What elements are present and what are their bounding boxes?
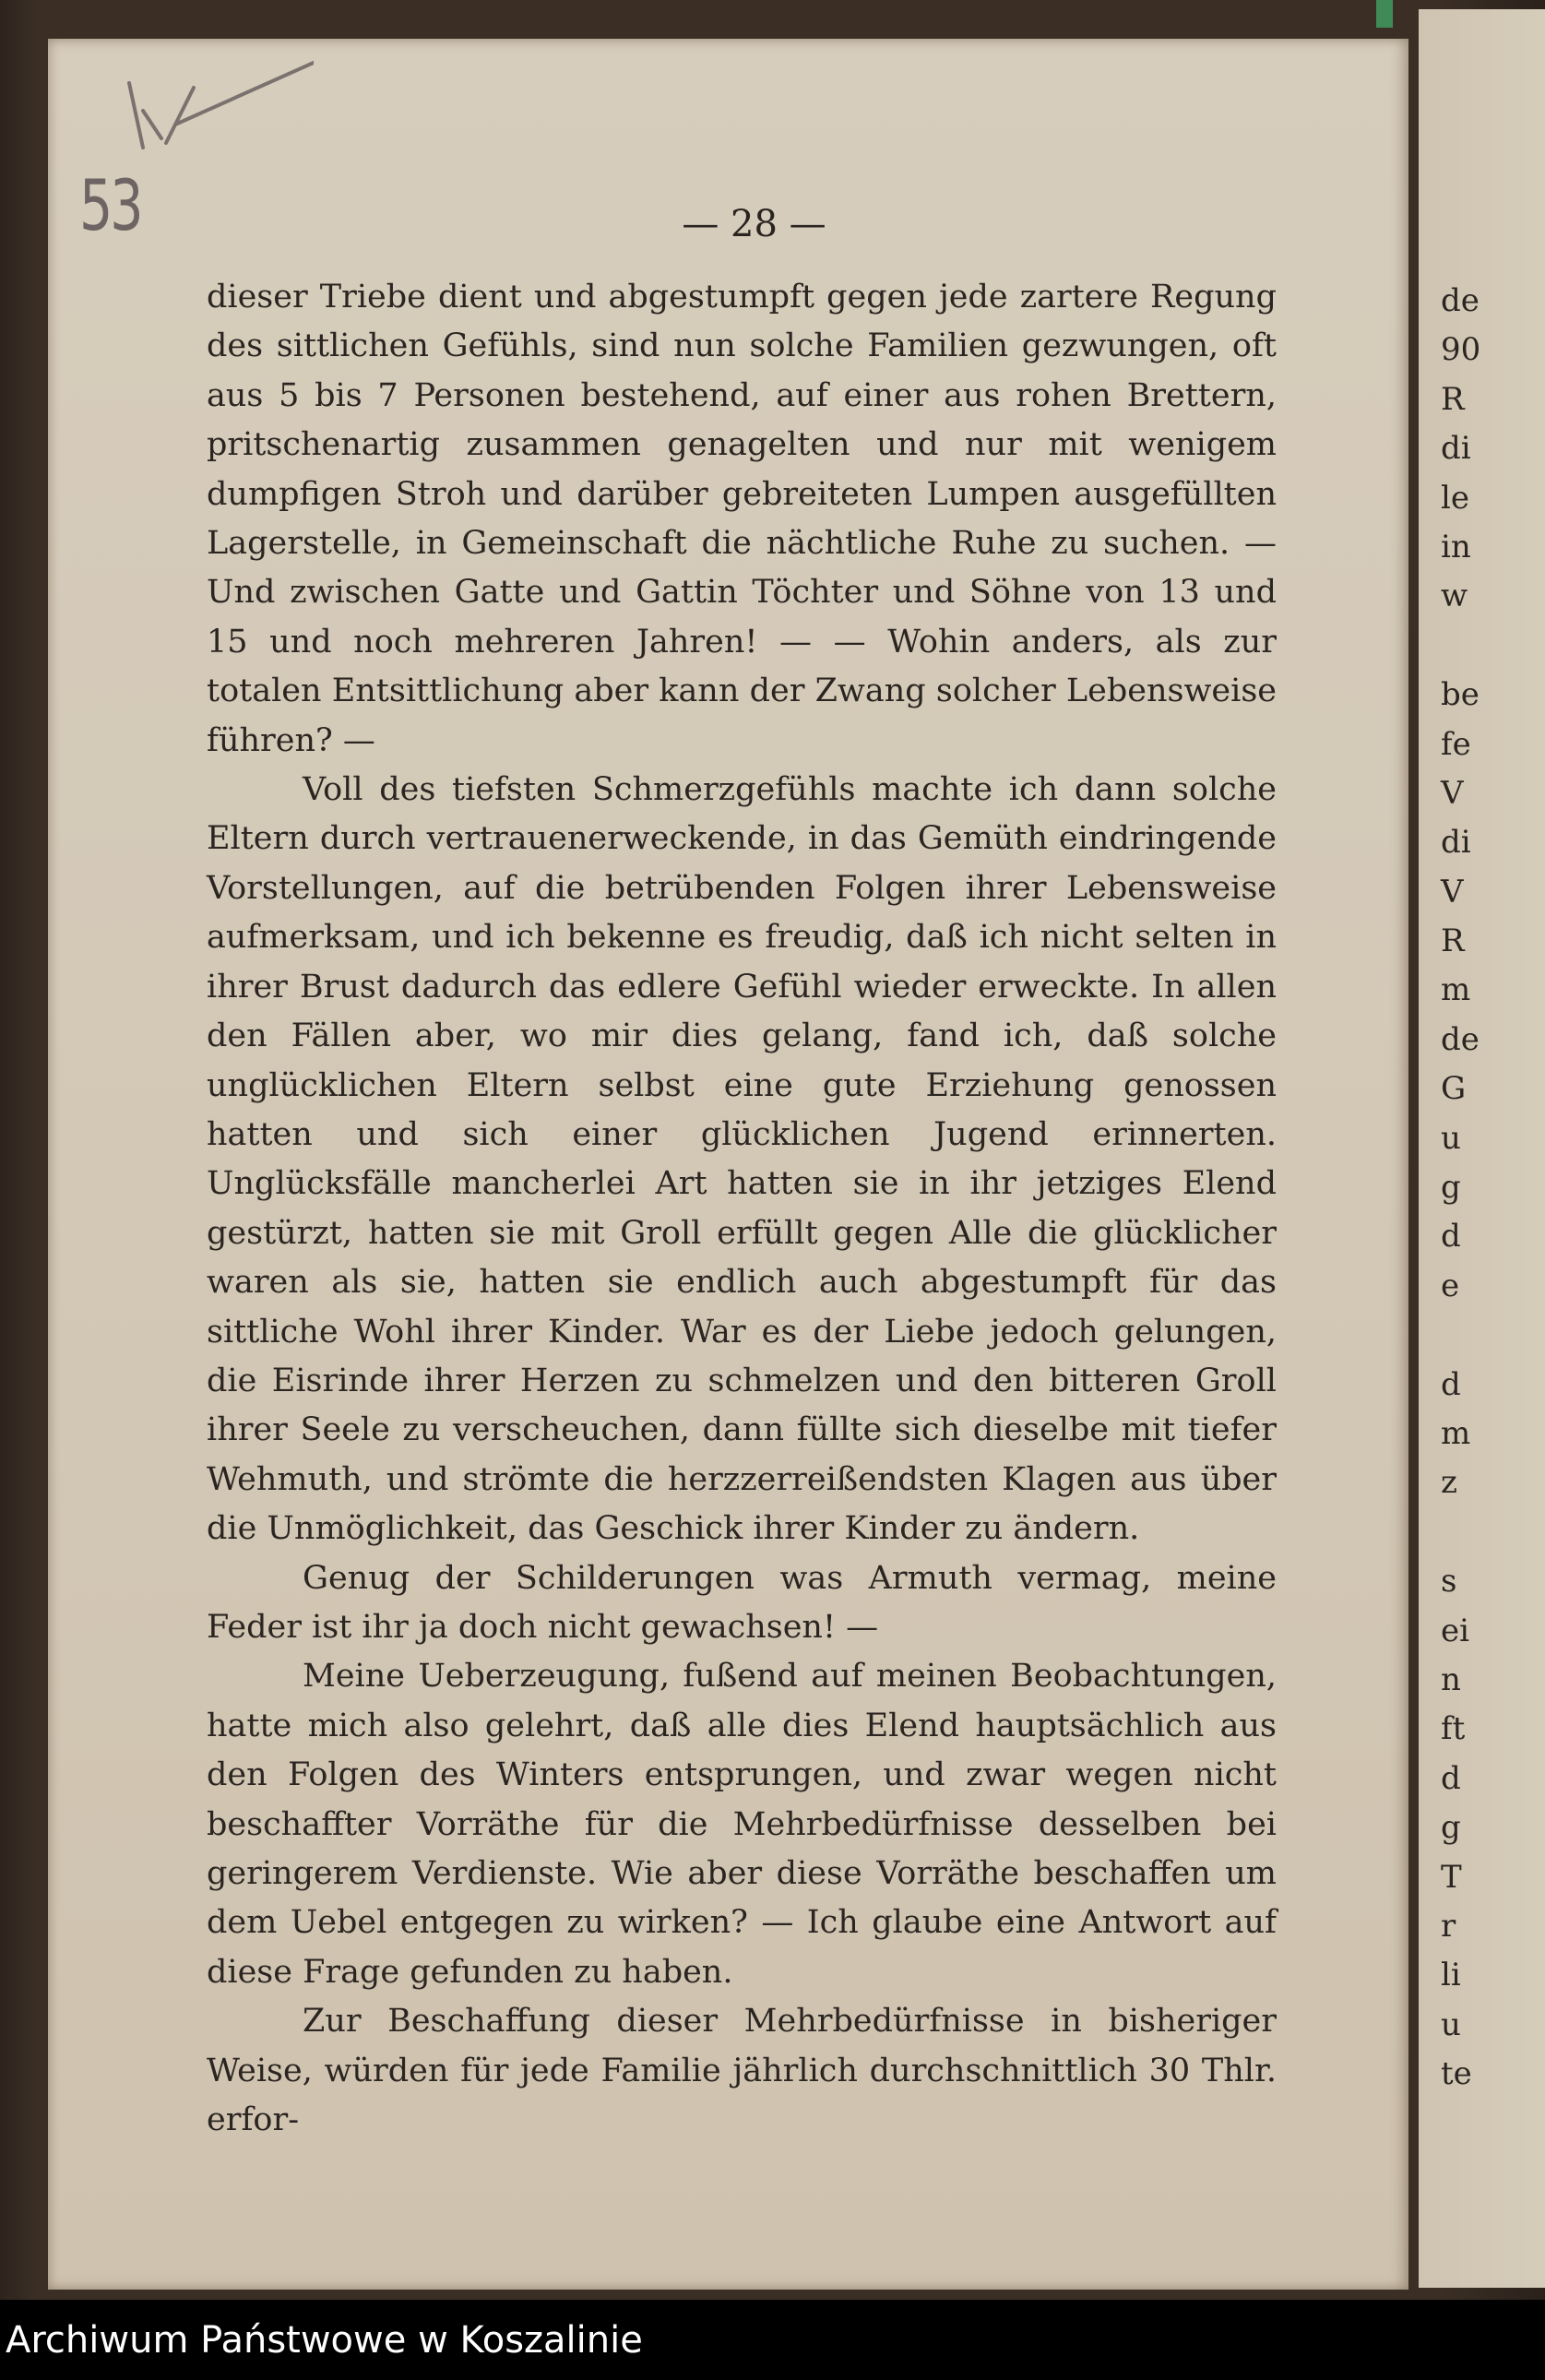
adjacent-line: fe	[1441, 725, 1471, 763]
adjacent-line: le	[1441, 479, 1469, 517]
adjacent-line: ft	[1441, 1710, 1466, 1748]
paragraph: Meine Ueberzeugung, fußend auf meinen Beobachtungen, hatte mich also gelehrt, daß alle dies Elend hauptsächlich aus den Folgen des Winters entsprungen, und zwar wegen nicht beschaffter Vorräthe für die Mehrbedürfnisse desselben bei geringerem Verdienste. Wie aber diese Vorräthe beschaffen um dem Uebel entgegen zu wirken? — Ich glaube eine Antwort auf diese Frage gefunden zu haben.	[207, 1658, 1277, 1991]
pencil-mark	[74, 55, 314, 166]
adjacent-line: R	[1441, 380, 1465, 418]
adjacent-line: w	[1441, 577, 1468, 615]
page-number: — 28 —	[682, 203, 826, 245]
adjacent-line: u	[1441, 1119, 1461, 1157]
adjacent-page-text	[1441, 277, 1480, 2099]
adjacent-line: ei	[1441, 1612, 1469, 1649]
paragraph: Voll des tiefsten Schmerzgefühls machte ich dann solche Eltern durch vertrauenerweckende, in das Gemüth eindringende Vorstellungen, auf die betrübenden Folgen ihrer Lebensweise aufmerksam, und ich bekenne es freudig, daß ich nicht selten in ihrer Brust dadurch das edlere Gefühl wieder erweckte. In allen den Fällen aber, wo mir dies gelang, fand ich, daß solche unglücklichen Eltern selbst eine gute Erziehung genossen hatten und sich einer glücklichen Jugend erinnerten. Unglücksfälle mancherlei Art hatten sie in ihr jetziges Elend gestürzt, hatten sie mit Groll erfüllt gegen Alle die glücklicher waren als sie, hatten sie endlich auch abgestumpft für das sittliche Wohl ihrer Kinder. War es der Liebe jedoch gelungen, die Eisrinde ihrer Herzen zu schmelzen und den bitteren Groll ihrer Seele zu verscheuchen, dann füllte sich dieselbe mit tiefer Wehmuth, und strömte die herzzerreißendsten Klagen aus über die Unmöglichkeit, das Geschick ihrer Kinder zu ändern.	[207, 771, 1277, 1548]
adjacent-line: di	[1441, 430, 1471, 468]
paragraph: Zur Beschaffung dieser Mehrbedürfnisse in bisheriger Weise, würden für jede Familie jährlich durchschnittlich 30 Thlr. erfor-	[207, 2003, 1277, 2139]
adjacent-line: r	[1441, 1907, 1456, 1945]
adjacent-line: d	[1441, 1759, 1461, 1797]
adjacent-line: de	[1441, 282, 1480, 319]
adjacent-line: z	[1441, 1464, 1457, 1502]
adjacent-line: u	[1441, 2005, 1461, 2043]
adjacent-line: V	[1441, 774, 1464, 812]
archive-footer	[0, 2300, 1545, 2380]
adjacent-line	[1441, 1311, 1480, 1360]
folio-mark: 53	[79, 164, 141, 246]
adjacent-line: li	[1441, 1957, 1461, 1994]
paragraph: Genug der Schilderungen was Armuth vermag, meine Feder ist ihr ja doch nicht gewachsen! —	[207, 1559, 1277, 1646]
adjacent-line: V	[1441, 873, 1464, 910]
adjacent-line: R	[1441, 922, 1465, 960]
adjacent-line: g	[1441, 1809, 1461, 1847]
adjacent-line: be	[1441, 676, 1480, 714]
adjacent-line: s	[1441, 1563, 1457, 1601]
adjacent-line: d	[1441, 1365, 1461, 1403]
adjacent-line: m	[1441, 1414, 1471, 1452]
bookmark-strip	[1376, 0, 1393, 28]
adjacent-line: 90	[1441, 331, 1481, 369]
paragraph: dieser Triebe dient und abgestumpft gegen jede zartere Regung des sittlichen Gefühls, sind nun solche Familien gezwungen, oft aus 5 bis 7 Personen bestehend, auf einer aus rohen Brettern, pritschenartig zusammen genagelten und nur mit wenigem dumpfigen Stroh und darüber gebreiteten Lumpen ausgefüllten Lagerstelle, in Gemeinschaft die nächtliche Ruhe zu suchen. — Und zwischen Gatte und Gattin Töchter und Söhne von 13 und 15 und noch mehreren Jahren! — — Wohin anders, als zur totalen Entsittlichung aber kann der Zwang solcher Lebensweise führen? —	[207, 279, 1277, 759]
adjacent-line: m	[1441, 971, 1471, 1009]
adjacent-line: e	[1441, 1267, 1460, 1304]
archive-name: Archiwum Państwowe w Koszalinie	[6, 2318, 643, 2362]
adjacent-line	[1441, 1508, 1480, 1557]
adjacent-line: G	[1441, 1070, 1467, 1108]
adjacent-line: te	[1441, 2055, 1472, 2093]
adjacent-page-edge	[1419, 9, 1545, 2288]
adjacent-line: g	[1441, 1169, 1461, 1207]
adjacent-line: T	[1441, 1858, 1462, 1896]
adjacent-line: n	[1441, 1660, 1461, 1698]
adjacent-line	[1441, 622, 1480, 671]
adjacent-line: de	[1441, 1020, 1480, 1058]
adjacent-line: d	[1441, 1218, 1461, 1255]
adjacent-line: in	[1441, 528, 1471, 565]
page-text	[207, 273, 1277, 2145]
adjacent-line: di	[1441, 824, 1471, 862]
